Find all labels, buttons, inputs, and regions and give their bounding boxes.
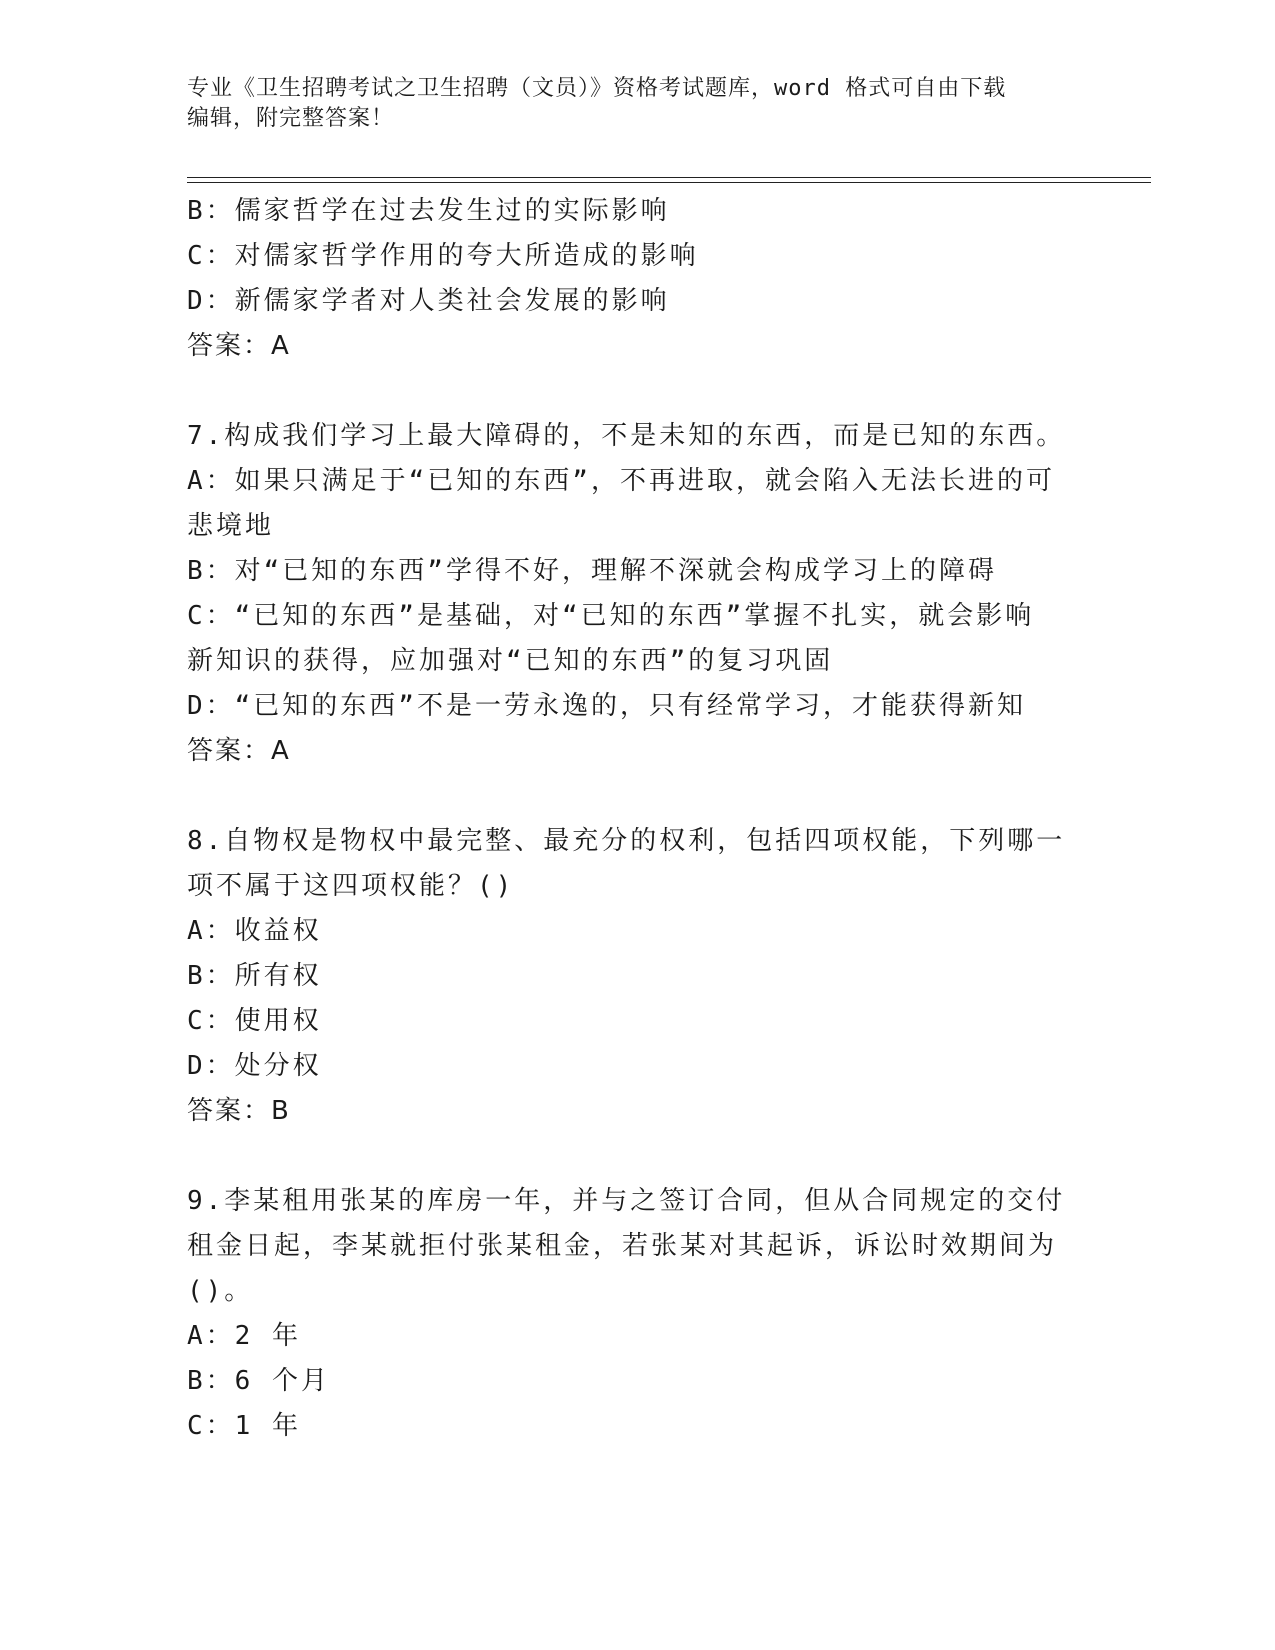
question-stem-line-1: 8.自物权是物权中最完整、最充分的权利，包括四项权能，下列哪一 (187, 826, 1066, 856)
question-stem: 7.构成我们学习上最大障碍的，不是未知的东西，而是已知的东西。 (187, 421, 1066, 451)
option-d: D：“已知的东西”不是一劳永逸的，只有经常学习，才能获得新知 (187, 691, 1026, 721)
option-a: A：2 年 (187, 1321, 301, 1351)
option-d: D：处分权 (187, 1051, 322, 1081)
option-c-line-2: 新知识的获得，应加强对“已知的东西”的复习巩固 (187, 646, 834, 676)
question-7 (187, 414, 1087, 774)
option-a-line-2: 悲境地 (187, 511, 275, 541)
answer: 答案：A (187, 331, 291, 361)
document-header (187, 74, 1087, 134)
option-b: B：所有权 (187, 961, 322, 991)
option-b: B：儒家哲学在过去发生过的实际影响 (187, 196, 670, 226)
option-c: C：1 年 (187, 1411, 301, 1441)
header-line-2: 编辑，附完整答案！ (187, 106, 395, 131)
option-c: C：对儒家哲学作用的夸大所造成的影响 (187, 241, 699, 271)
question-9 (187, 1179, 1087, 1449)
header-divider-bottom (187, 182, 1151, 183)
answer: 答案：A (187, 736, 291, 766)
option-c-line-1: C：“已知的东西”是基础，对“已知的东西”掌握不扎实，就会影响 (187, 601, 1035, 631)
question-stem-line-2: 项不属于这四项权能？() (187, 871, 515, 901)
spacer (187, 369, 1087, 414)
question-8 (187, 819, 1087, 1134)
question-6-continued (187, 189, 1087, 369)
option-c: C：使用权 (187, 1006, 322, 1036)
answer: 答案：B (187, 1096, 291, 1126)
question-stem-line-3: ()。 (187, 1276, 254, 1306)
option-a-line-1: A：如果只满足于“已知的东西”，不再进取，就会陷入无法长进的可 (187, 466, 1055, 496)
question-stem-line-2: 租金日起，李某就拒付张某租金，若张某对其起诉，诉讼时效期间为 (187, 1231, 1058, 1261)
question-stem-line-1: 9.李某租用张某的库房一年，并与之签订合同，但从合同规定的交付 (187, 1186, 1066, 1216)
header-line-1: 专业《卫生招聘考试之卫生招聘（文员）》资格考试题库，word 格式可自由下载 (187, 76, 1007, 101)
option-d: D：新儒家学者对人类社会发展的影响 (187, 286, 670, 316)
header-divider-top (187, 177, 1151, 178)
option-b: B：6 个月 (187, 1366, 330, 1396)
spacer (187, 774, 1087, 819)
option-b: B：对“已知的东西”学得不好，理解不深就会构成学习上的障碍 (187, 556, 997, 586)
option-a: A：收益权 (187, 916, 322, 946)
spacer (187, 1134, 1087, 1179)
question-content (187, 189, 1087, 1449)
